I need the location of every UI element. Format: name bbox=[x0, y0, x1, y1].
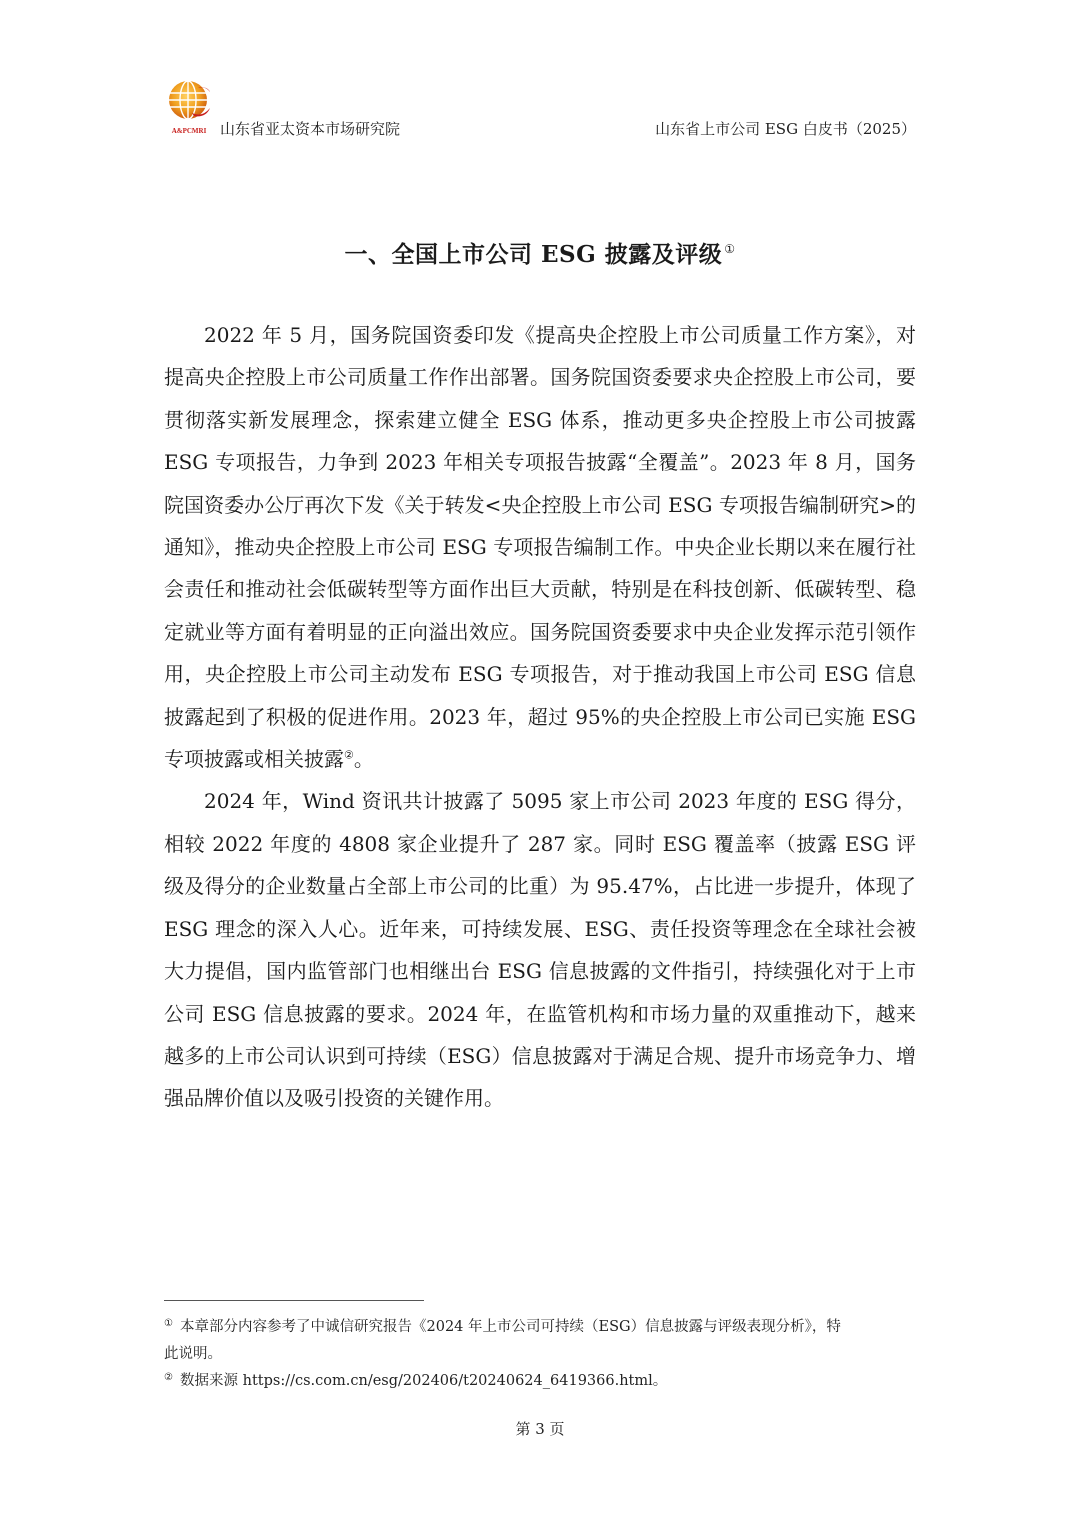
paragraph-text: 2024 年，Wind 资讯共计披露了 5095 家上市公司 2023 年度的 ESG 得分，相较 2022 年度的 4808 家企业提升了 287 家。同时 ESG 覆盖率（披露 ESG 评级及得分的企业数量占全部上市公司的比重）为 95.47%，占比进一步提升，体现了 ESG 理念的深入人心。近年来，可持续发展、ESG、责任投资等理念在全球社会被大力提倡，国内监管部门也相继出台 ESG 信息披露的文件指引，持续强化对于上市公司 ESG 信息披露的要求。2024 年，在监管机构和市场力量的双重推动下，越来越多的上市公司认识到可持续（ESG）信息披露对于满足合规、提升市场竞争力、增强品牌价值以及吸引投资的关键作用。 bbox=[164, 789, 916, 1111]
footnote-ref-1: ① bbox=[724, 242, 736, 257]
paragraph-text: 2022 年 5 月，国务院国资委印发《提高央企控股上市公司质量工作方案》，对提高央企控股上市公司质量工作作出部署。国务院国资委要求央企控股上市公司，要贯彻落实新发展理念，探索建立健全 ESG 体系，推动更多央企控股上市公司披露 ESG 专项报告，力争到 2023 年相关专项报告披露“全覆盖”。2023 年 8 月，国务院国资委办公厅再次下发《关于转发<央企控股上市公司 ESG 专项报告编制研究>的通知》，推动央企控股上市公司 ESG 专项报告编制工作。中央企业长期以来在履行社会责任和推动社会低碳转型等方面作出巨大贡献，特别是在科技创新、低碳转型、稳定就业等方面有着明显的正向溢出效应。国务院国资委要求中央企业发挥示范引领作用，央企控股上市公司主动发布 ESG 专项报告，对于推动我国上市公司 ESG 信息披露起到了积极的促进作用。2023 年，超过 95%的央企控股上市公司已实施 ESG 专项披露或相关披露 bbox=[164, 323, 916, 772]
footnote-1-continued bbox=[164, 1341, 916, 1368]
footnote-text: 数据来源 https://cs.com.cn/esg/202406/t20240624_6419366.html。 bbox=[180, 1373, 668, 1389]
svg-text:A&PCMRI: A&PCMRI bbox=[171, 127, 207, 135]
institute-logo bbox=[164, 78, 214, 140]
footnote-text bbox=[180, 1314, 916, 1341]
footnote-divider bbox=[164, 1300, 424, 1301]
section-title bbox=[164, 236, 916, 269]
paragraph bbox=[164, 314, 916, 780]
footnotes bbox=[164, 1314, 916, 1395]
footnote-mark: ① bbox=[164, 1318, 173, 1329]
page-header bbox=[164, 78, 916, 142]
institute-name: 山东省亚太资本市场研究院 bbox=[220, 120, 401, 138]
footnote-2 bbox=[164, 1368, 916, 1395]
footnote-mark: ② bbox=[164, 1372, 173, 1383]
paragraph-tail: 。 bbox=[353, 747, 374, 772]
document-title: 山东省上市公司 ESG 白皮书（2025） bbox=[655, 120, 916, 138]
page-number: 第 3 页 bbox=[515, 1420, 565, 1438]
paragraph bbox=[164, 780, 916, 1119]
section-title-text: 一、全国上市公司 ESG 披露及评级 bbox=[344, 241, 723, 268]
footnote-1 bbox=[164, 1314, 916, 1341]
footnote-line: 本章部分内容参考了中诚信研究报告《2024 年上市公司可持续（ESG）信息披露与评级表现分析》，特 bbox=[180, 1319, 841, 1335]
body-text bbox=[164, 314, 916, 1120]
footnote-ref-2: ② bbox=[344, 748, 354, 762]
footnote-line: 此说明。 bbox=[164, 1346, 222, 1362]
